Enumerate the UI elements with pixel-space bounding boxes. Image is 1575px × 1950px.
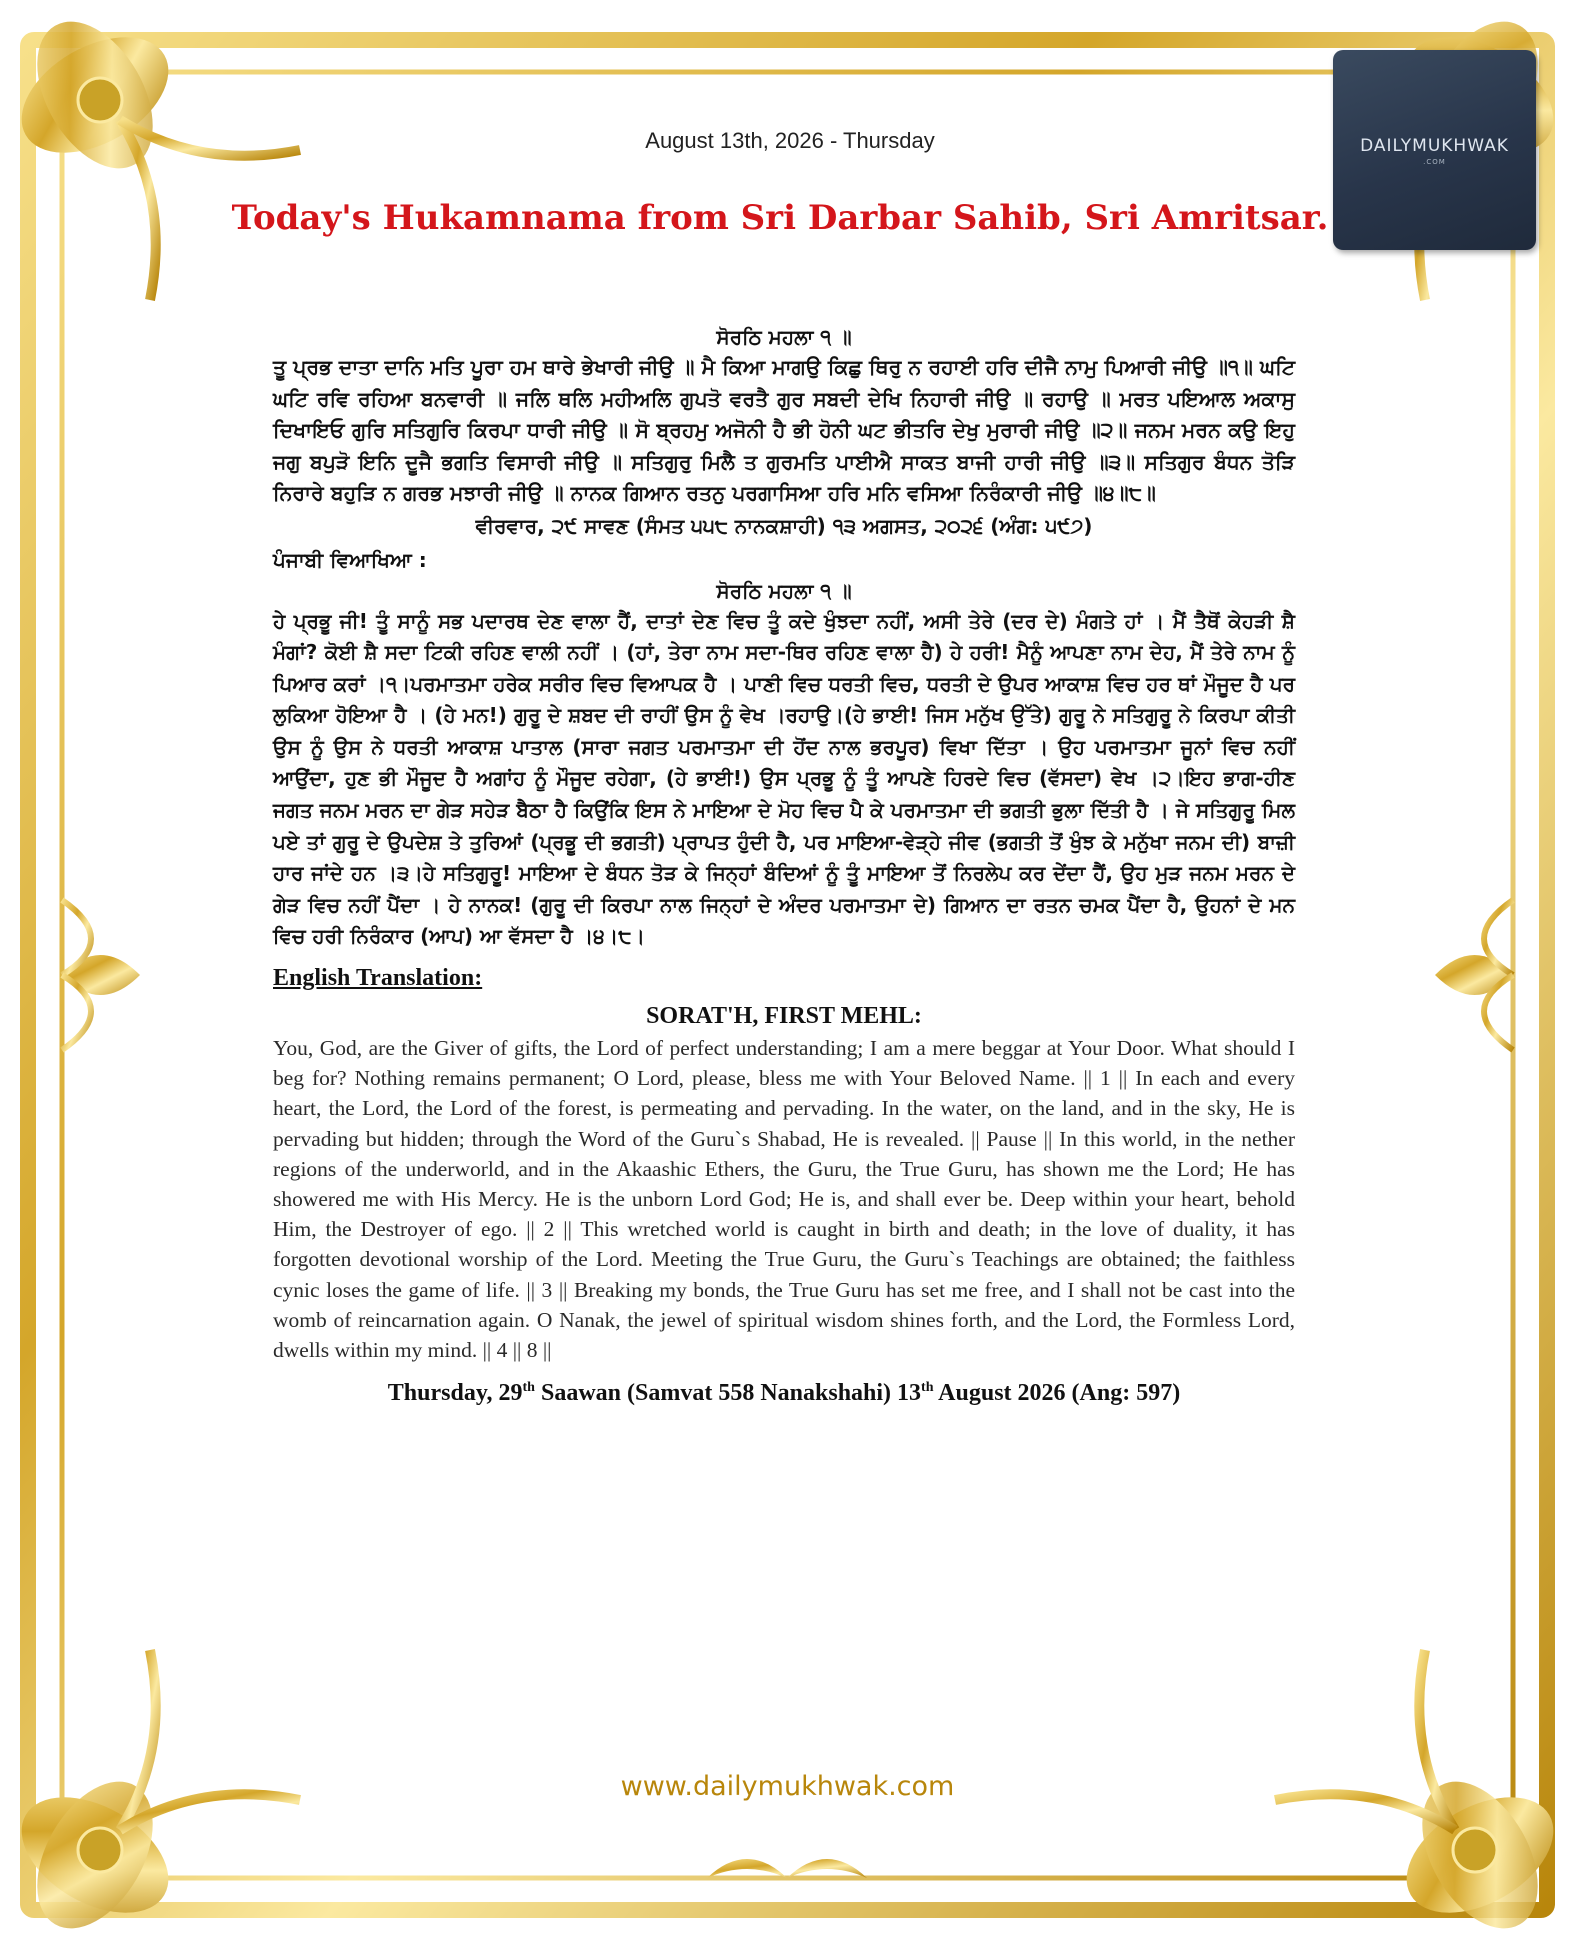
footer-website-link[interactable]: www.dailymukhwak.com <box>620 1771 955 1802</box>
badge-logo-text: DAILYMUKHWAK <box>1360 136 1509 156</box>
gurbani-date-line: ਵੀਰਵਾਰ, ੨੯ ਸਾਵਣ (ਸੰਮਤ ੫੫੮ ਨਾਨਕਸ਼ਾਹੀ) ੧੩ ਅਗਸਤ, ੨੦੨੬ (ਅੰਗ: ੫੯੭) <box>475 513 1093 538</box>
punjabi-heading: ਸੋਰਠਿ ਮਹਲਾ ੧ ॥ <box>716 578 852 603</box>
english-date-suffix: August 2026 (Ang: 597) <box>933 1380 1181 1407</box>
hukamnama-content <box>273 322 1295 1410</box>
english-translation-label: English Translation: <box>273 965 483 992</box>
english-date-mid: Saawan (Samvat 558 Nanakshahi) 13 <box>534 1380 922 1407</box>
punjabi-explanation-label: ਪੰਜਾਬੀ ਵਿਆਖਿਆ : <box>273 547 427 572</box>
english-date-line <box>273 1371 1295 1410</box>
english-date-prefix: Thursday, 29 <box>387 1380 523 1407</box>
english-heading: SORAT'H, FIRST MEHL: <box>646 1003 922 1030</box>
english-date-sup1: th <box>522 1380 535 1396</box>
gurbani-heading: ਸੋਰਠਿ ਮਹਲਾ ੧ ॥ <box>716 325 852 349</box>
edge-ornament-bottom <box>707 1859 867 1878</box>
gurbani-text: ਤੂ ਪ੍ਰਭ ਦਾਤਾ ਦਾਨਿ ਮਤਿ ਪੂਰਾ ਹਮ ਥਾਰੇ ਭੇਖਾਰੀ ਜੀਉ ॥ ਮੈ ਕਿਆ ਮਾਗਉ ਕਿਛੁ ਥਿਰੁ ਨ ਰਹਾਈ ਹਰਿ ਦੀਜੈ ਨਾਮੁ ਪਿਆਰੀ ਜੀਉ ॥੧॥ ਘਟਿ ਘਟਿ ਰਵਿ ਰਹਿਆ ਬਨਵਾਰੀ ॥ ਜਲਿ ਥਲਿ ਮਹੀਅਲਿ ਗੁਪਤੋ ਵਰਤੈ ਗੁਰ ਸਬਦੀ ਦੇਖਿ ਨਿਹਾਰੀ ਜੀਉ ॥ ਰਹਾਉ ॥ ਮਰਤ ਪਇਆਲ ਅਕਾਸੁ ਦਿਖਾਇਓ ਗੁਰਿ ਸਤਿਗੁਰਿ ਕਿਰਪਾ ਧਾਰੀ ਜੀਉ ॥ ਸੋ ਬ੍ਰਹਮੁ ਅਜੋਨੀ ਹੈ ਭੀ ਹੋਨੀ ਘਟ ਭੀਤਰਿ ਦੇਖੁ ਮੁਰਾਰੀ ਜੀਉ ॥੨॥ ਜਨਮ ਮਰਨ ਕਉ ਇਹੁ ਜਗੁ ਬਪੁੜੋ ਇਨਿ ਦੂਜੈ ਭਗਤਿ ਵਿਸਾਰੀ ਜੀਉ ॥ ਸਤਿਗੁਰੁ ਮਿਲੈ ਤ ਗੁਰਮਤਿ ਪਾਈਐ ਸਾਕਤ ਬਾਜੀ ਹਾਰੀ ਜੀਉ ॥੩॥ ਸਤਿਗੁਰ ਬੰਧਨ ਤੋੜਿ ਨਿਰਾਰੇ ਬਹੁੜਿ ਨ ਗਰਭ ਮਝਾਰੀ ਜੀਉ ॥ ਨਾਨਕ ਗਿਆਨ ਰਤਨੁ ਪਰਗਾਸਿਆ ਹਰਿ ਮਨਿ ਵਸਿਆ ਨਿਰੰਕਾਰੀ ਜੀਉ ॥੪॥੮॥ <box>273 355 1295 505</box>
edge-ornament-left <box>62 900 140 1050</box>
dailymukhwak-badge <box>1333 50 1536 250</box>
english-translation-text: You, God, are the Giver of gifts, the Lord of perfect understanding; I am a mere beggar at Your Door. What should I beg for? Nothing remains permanent; O Lord, please, bless me with Your Beloved Name. || 1 || In each and every heart, the Lord, the Lord of the forest, is permeating and pervading. In the water, on the land, and in the sky, He is pervading but hidden; through the Word of the Guru`s Shabad, He is revealed. || Pause || In this world, in the nether regions of the underworld, and in the Akaashic Ethers, the Guru, the True Guru, has shown me the Lord; He has showered me with His Mercy. He is the unborn Lord God; He is, and shall ever be. Deep within your heart, behold Him, the Destroyer of ego. || 2 || This wretched world is caught in birth and death; in the love of duality, it has forgotten devotional worship of the Lord. Meeting the True Guru, the Guru`s Teachings are obtained; the faithless cynic loses the game of life. || 3 || Breaking my bonds, the True Guru has set me free, and I shall not be cast into the womb of reincarnation again. O Nanak, the jewel of spiritual wisdom shines forth, and the Lord, the Formless Lord, dwells within my mind. || 4 || 8 || <box>273 1036 1295 1363</box>
edge-ornament-right <box>1435 900 1513 1050</box>
top-date: August 13th, 2026 - Thursday <box>645 128 935 153</box>
page-title: Today's Hukamnama from Sri Darbar Sahib, Sri Amritsar. <box>231 198 1329 238</box>
badge-logo-sub: .COM <box>1423 158 1446 166</box>
punjabi-explanation-text: ਹੇ ਪ੍ਰਭੂ ਜੀ! ਤੂੰ ਸਾਨੂੰ ਸਭ ਪਦਾਰਥ ਦੇਣ ਵਾਲਾ ਹੈਂ, ਦਾਤਾਂ ਦੇਣ ਵਿਚ ਤੂੰ ਕਦੇ ਖੁੰਝਦਾ ਨਹੀਂ, ਅਸੀ ਤੇਰੇ (ਦਰ ਦੇ) ਮੰਗਤੇ ਹਾਂ । ਮੈਂ ਤੈਥੋਂ ਕੇਹੜੀ ਸ਼ੈ ਮੰਗਾਂ? ਕੋਈ ਸ਼ੈ ਸਦਾ ਟਿਕੀ ਰਹਿਣ ਵਾਲੀ ਨਹੀਂ । (ਹਾਂ, ਤੇਰਾ ਨਾਮ ਸਦਾ-ਥਿਰ ਰਹਿਣ ਵਾਲਾ ਹੈ) ਹੇ ਹਰੀ! ਮੈਨੂੰ ਆਪਣਾ ਨਾਮ ਦੇਹ, ਮੈਂ ਤੇਰੇ ਨਾਮ ਨੂੰ ਪਿਆਰ ਕਰਾਂ ।੧।ਪਰਮਾਤਮਾ ਹਰੇਕ ਸਰੀਰ ਵਿਚ ਵਿਆਪਕ ਹੈ । ਪਾਣੀ ਵਿਚ ਧਰਤੀ ਵਿਚ, ਧਰਤੀ ਦੇ ਉਪਰ ਆਕਾਸ਼ ਵਿਚ ਹਰ ਥਾਂ ਮੌਜੂਦ ਹੈ ਪਰ ਲੁਕਿਆ ਹੋਇਆ ਹੈ । (ਹੇ ਮਨ!) ਗੁਰੂ ਦੇ ਸ਼ਬਦ ਦੀ ਰਾਹੀਂ ਉਸ ਨੂੰ ਵੇਖ ।ਰਹਾਉ।(ਹੇ ਭਾਈ! ਜਿਸ ਮਨੁੱਖ ਉੱਤੇ) ਗੁਰੂ ਨੇ ਸਤਿਗੁਰੂ ਨੇ ਕਿਰਪਾ ਕੀਤੀ ਉਸ ਨੂੰ ਉਸ ਨੇ ਧਰਤੀ ਆਕਾਸ਼ ਪਾਤਾਲ (ਸਾਰਾ ਜਗਤ ਪਰਮਾਤਮਾ ਦੀ ਹੋਂਦ ਨਾਲ ਭਰਪੂਰ) ਵਿਖਾ ਦਿੱਤਾ । ਉਹ ਪਰਮਾਤਮਾ ਜੂਨਾਂ ਵਿਚ ਨਹੀਂ ਆਉਂਦਾ, ਹੁਣ ਭੀ ਮੌਜੂਦ ਹੈ ਅਗਾਂਹ ਨੂੰ ਮੌਜੂਦ ਰਹੇਗਾ, (ਹੇ ਭਾਈ!) ਉਸ ਪ੍ਰਭੂ ਨੂੰ ਤੂੰ ਆਪਣੇ ਹਿਰਦੇ ਵਿਚ (ਵੱਸਦਾ) ਵੇਖ ।੨।ਇਹ ਭਾਗ-ਹੀਣ ਜਗਤ ਜਨਮ ਮਰਨ ਦਾ ਗੇੜ ਸਹੇੜ ਬੈਠਾ ਹੈ ਕਿਉਂਕਿ ਇਸ ਨੇ ਮਾਇਆ ਦੇ ਮੋਹ ਵਿਚ ਪੈ ਕੇ ਪਰਮਾਤਮਾ ਦੀ ਭਗਤੀ ਭੁਲਾ ਦਿੱਤੀ ਹੈ । ਜੇ ਸਤਿਗੁਰੂ ਮਿਲ ਪਏ ਤਾਂ ਗੁਰੂ ਦੇ ਉਪਦੇਸ਼ ਤੇ ਤੁਰਿਆਂ (ਪ੍ਰਭੂ ਦੀ ਭਗਤੀ) ਪ੍ਰਾਪਤ ਹੁੰਦੀ ਹੈ, ਪਰ ਮਾਇਆ-ਵੇੜ੍ਹੇ ਜੀਵ (ਭਗਤੀ ਤੋਂ ਖੁੰਝ ਕੇ ਮਨੁੱਖਾ ਜਨਮ ਦੀ) ਬਾਜ਼ੀ ਹਾਰ ਜਾਂਦੇ ਹਨ ।੩।ਹੇ ਸਤਿਗੁਰੂ! ਮਾਇਆ ਦੇ ਬੰਧਨ ਤੋੜ ਕੇ ਜਿਨ੍ਹਾਂ ਬੰਦਿਆਂ ਨੂੰ ਤੂੰ ਮਾਇਆ ਤੋਂ ਨਿਰਲੇਪ ਕਰ ਦੇਂਦਾ ਹੈਂ, ਉਹ ਮੁੜ ਜਨਮ ਮਰਨ ਦੇ ਗੇੜ ਵਿਚ ਨਹੀਂ ਪੈਂਦਾ । ਹੇ ਨਾਨਕ! (ਗੁਰੂ ਦੀ ਕਿਰਪਾ ਨਾਲ ਜਿਨ੍ਹਾਂ ਦੇ ਅੰਦਰ ਪਰਮਾਤਮਾ ਦੇ) ਗਿਆਨ ਦਾ ਰਤਨ ਚਮਕ ਪੈਂਦਾ ਹੈ, ਉਹਨਾਂ ਦੇ ਮਨ ਵਿਚ ਹਰੀ ਨਿਰੰਕਾਰ (ਆਪ) ਆ ਵੱਸਦਾ ਹੈ ।੪।੮। <box>273 608 1295 949</box>
english-date-sup2: th <box>921 1380 934 1396</box>
